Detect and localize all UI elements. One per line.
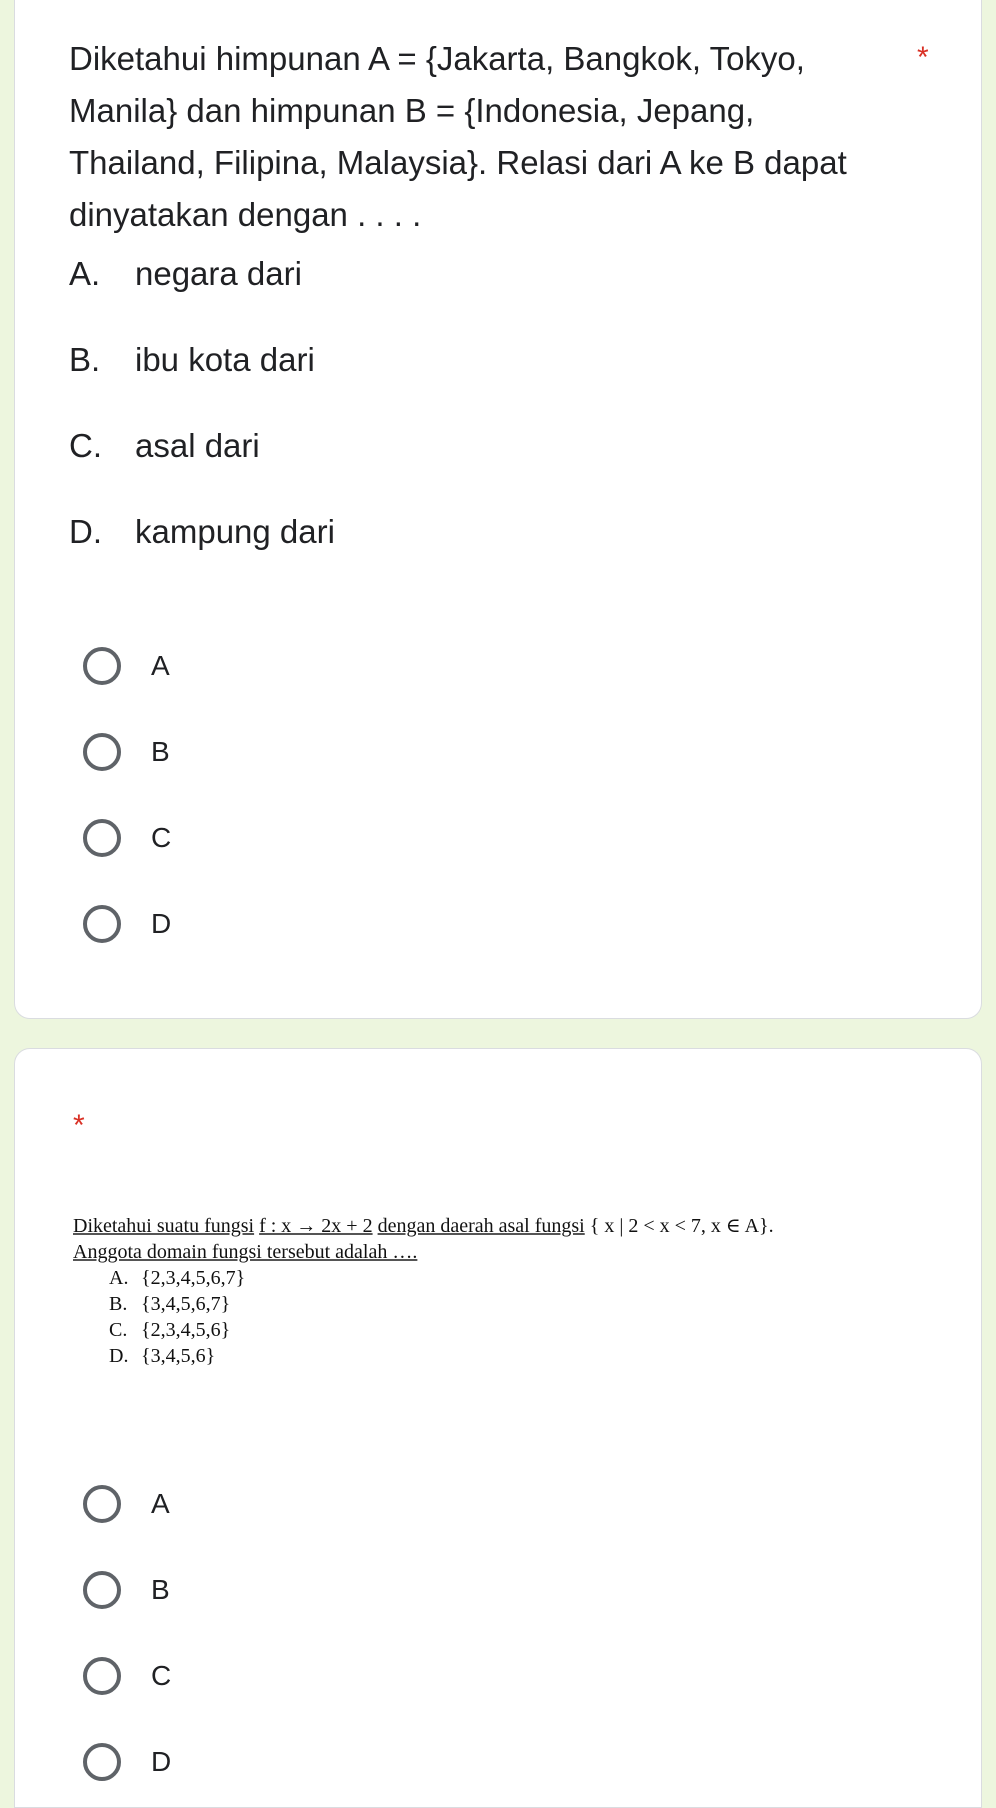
question-image-option: D. {3,4,5,6} bbox=[109, 1345, 216, 1367]
radio-button[interactable] bbox=[83, 1485, 121, 1523]
answer-radio-group bbox=[67, 623, 171, 967]
radio-label: A bbox=[151, 650, 170, 681]
question-option: B. ibu kota dari bbox=[69, 341, 315, 378]
question-option: A. negara dari bbox=[69, 255, 302, 292]
radio-option-c[interactable] bbox=[67, 1633, 171, 1719]
radio-button[interactable] bbox=[83, 1657, 121, 1695]
radio-option-a[interactable] bbox=[67, 623, 171, 709]
radio-label: D bbox=[151, 1746, 172, 1777]
question-card-1 bbox=[14, 0, 982, 1019]
question-option-list bbox=[69, 248, 335, 592]
required-asterisk: * bbox=[73, 1109, 85, 1142]
question-image-option: A. {2,3,4,5,6,7} bbox=[109, 1267, 246, 1289]
radio-label: C bbox=[151, 1660, 172, 1691]
question-image-option: C. {2,3,4,5,6} bbox=[109, 1319, 231, 1341]
radio-label: B bbox=[151, 1574, 170, 1605]
radio-label: C bbox=[151, 822, 172, 853]
radio-option-b[interactable] bbox=[67, 709, 171, 795]
required-asterisk: * bbox=[917, 41, 929, 74]
radio-button[interactable] bbox=[83, 905, 121, 943]
radio-label: B bbox=[151, 736, 170, 767]
radio-button[interactable] bbox=[83, 1571, 121, 1609]
question-option: C. asal dari bbox=[69, 427, 260, 464]
radio-button[interactable] bbox=[83, 647, 121, 685]
radio-button[interactable] bbox=[83, 1743, 121, 1781]
question-image-line-1: Diketahui suatu fungsi f : x → 2x + 2 dengan daerah asal fungsi { x | 2 < x < 7, x ∈ A}. bbox=[73, 1215, 774, 1237]
question-option: D. kampung dari bbox=[69, 513, 335, 550]
radio-button[interactable] bbox=[83, 819, 121, 857]
question-card-2 bbox=[14, 1048, 982, 1808]
radio-option-d[interactable] bbox=[67, 1719, 171, 1805]
question-image-options bbox=[109, 1265, 953, 1369]
question-title: Diketahui himpunan A = {Jakarta, Bangkok, Tokyo, Manila} dan himpunan B = {Indonesia, Jepang, Thailand, Filipina, Malaysia}. Relasi dari A ke B dapat dinyatakan dengan . . . . bbox=[69, 40, 847, 233]
question-image-option: B. {3,4,5,6,7} bbox=[109, 1293, 231, 1315]
radio-option-a[interactable] bbox=[67, 1461, 171, 1547]
radio-button[interactable] bbox=[83, 733, 121, 771]
question-image bbox=[73, 1213, 953, 1369]
answer-radio-group bbox=[67, 1461, 171, 1805]
question-image-line-2: Anggota domain fungsi tersebut adalah …. bbox=[73, 1241, 418, 1263]
radio-option-d[interactable] bbox=[67, 881, 171, 967]
radio-option-b[interactable] bbox=[67, 1547, 171, 1633]
radio-label: A bbox=[151, 1488, 170, 1519]
radio-option-c[interactable] bbox=[67, 795, 171, 881]
radio-label: D bbox=[151, 908, 172, 939]
